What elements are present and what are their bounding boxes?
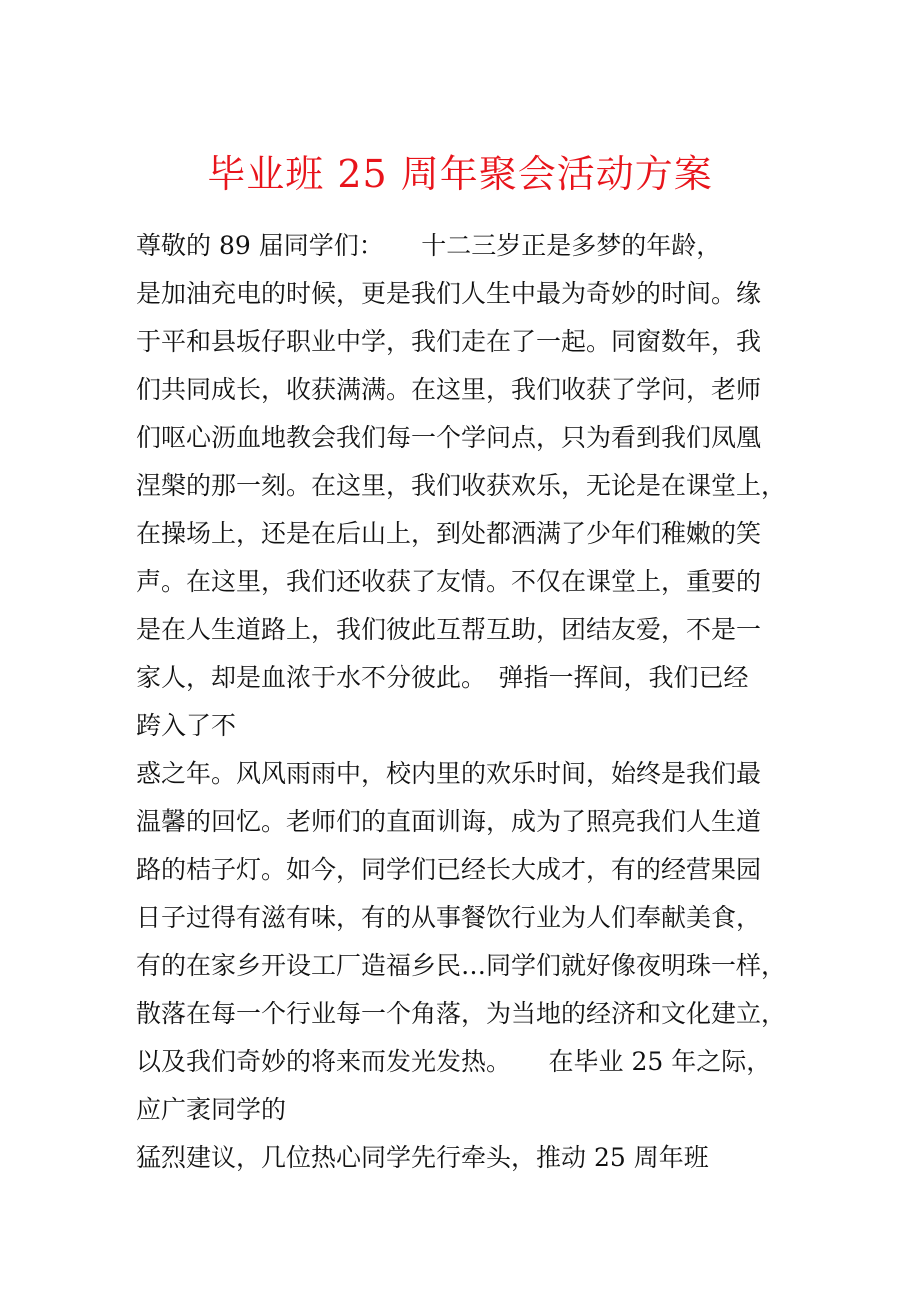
body-line: 以及我们奇妙的将来而发光发热。 在毕业 25 年之际，: [136, 1047, 772, 1076]
body-line: 惑之年。风风雨雨中，校内里的欢乐时间，始终是我们最: [136, 759, 762, 788]
body-line: 们呕心沥血地教会我们每一个学问点，只为看到我们凤凰: [136, 423, 762, 452]
body-line: 涅槃的那一刻。在这里，我们收获欢乐，无论是在课堂上，: [136, 471, 787, 500]
body-line: 是加油充电的时候，更是我们人生中最为奇妙的时间。缘: [136, 279, 762, 308]
document-body: [136, 222, 816, 1182]
body-line: 应广袤同学的: [136, 1095, 287, 1124]
document-title: 毕业班 25 周年聚会活动方案: [207, 152, 713, 196]
body-line: 跨入了不: [136, 711, 237, 740]
body-line: 日子过得有滋有味，有的从事餐饮行业为人们奉献美食，: [136, 903, 762, 932]
body-line: 尊敬的 89 届同学们： 十二三岁正是多梦的年龄，: [136, 231, 722, 260]
body-line: 于平和县坂仔职业中学，我们走在了一起。同窗数年，我: [136, 327, 762, 356]
body-line: 猛烈建议，几位热心同学先行牵头，推动 25 周年班: [136, 1143, 709, 1172]
body-line: 路的桔子灯。如今，同学们已经长大成才，有的经营果园: [136, 855, 762, 884]
body-line: 是在人生道路上，我们彼此互帮互助，团结友爱，不是一: [136, 615, 762, 644]
body-line: 声。在这里，我们还收获了友情。不仅在课堂上，重要的: [136, 567, 762, 596]
body-line: 散落在每一个行业每一个角落，为当地的经济和文化建立，: [136, 999, 787, 1028]
body-line: 有的在家乡开设工厂造福乡民…同学们就好像夜明珠一样，: [136, 951, 787, 980]
body-line: 家人，却是血浓于水不分彼此。 弹指一挥间，我们已经: [136, 663, 749, 692]
body-line: 温馨的回忆。老师们的直面训诲，成为了照亮我们人生道: [136, 807, 762, 836]
body-line: 们共同成长，收获满满。在这里，我们收获了学问，老师: [136, 375, 762, 404]
body-line: 在操场上，还是在后山上，到处都洒满了少年们稚嫩的笑: [136, 519, 762, 548]
